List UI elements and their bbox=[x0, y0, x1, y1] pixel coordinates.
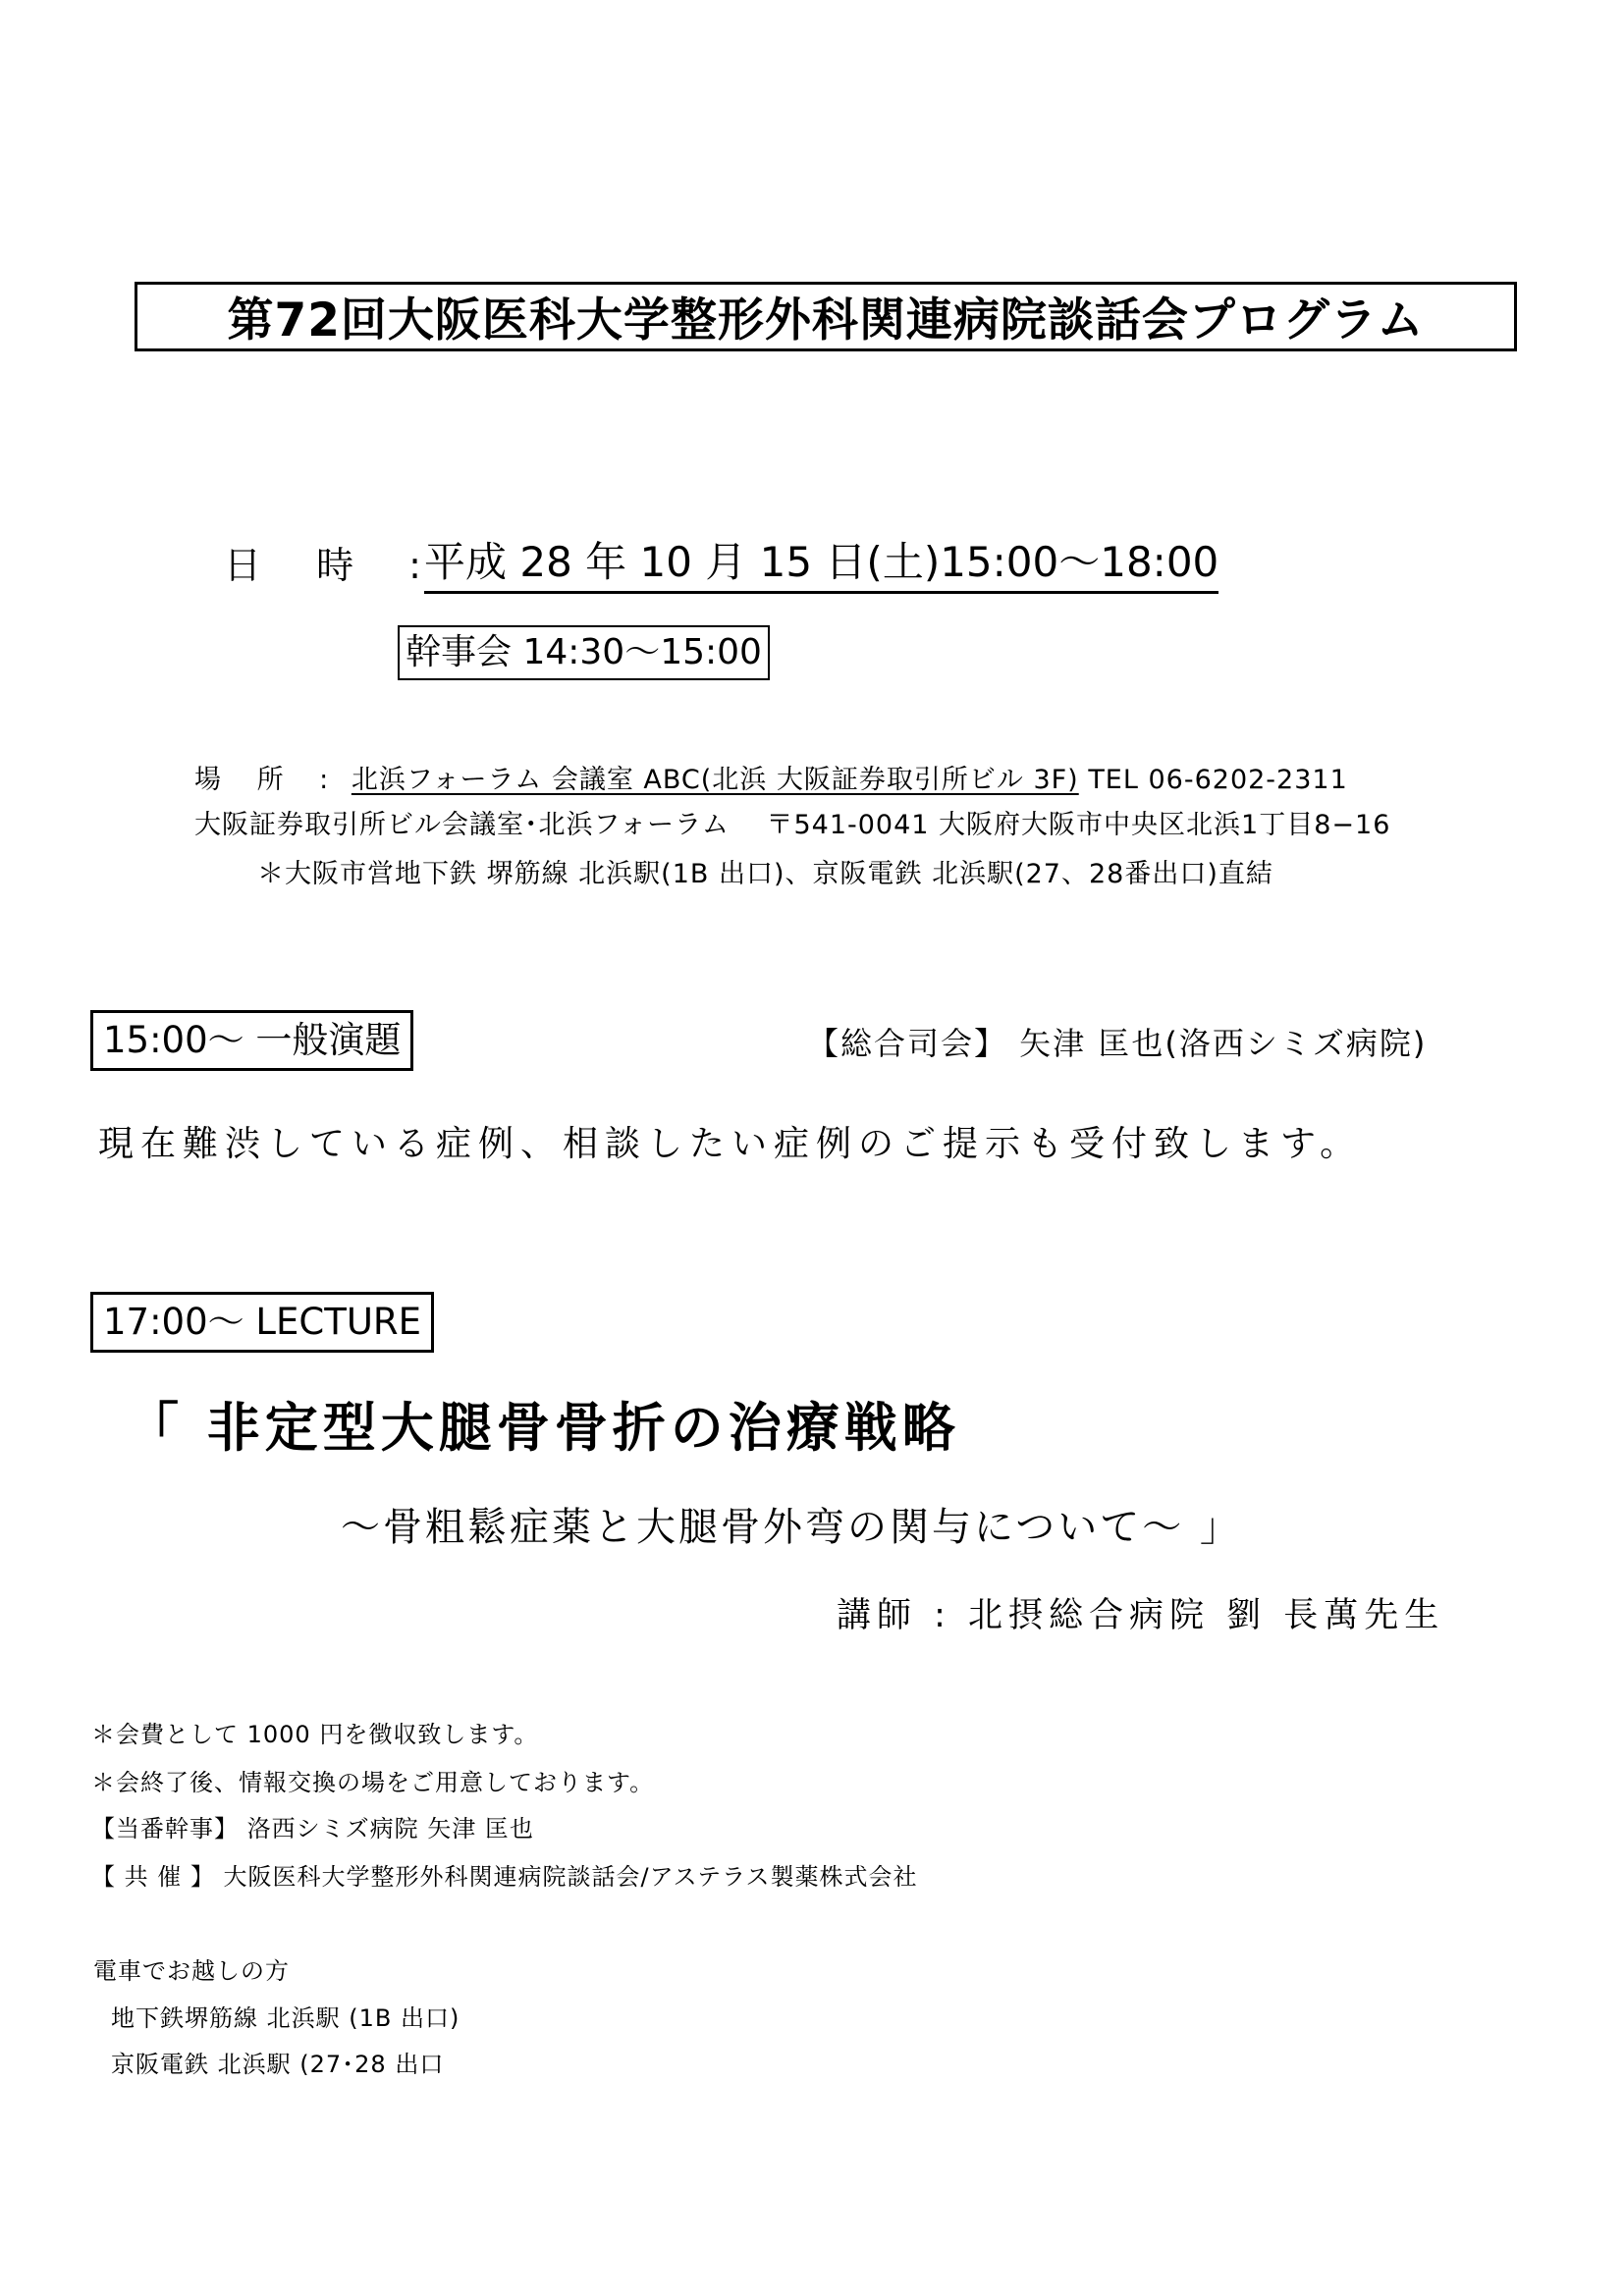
note-cosponsor: 【 共 催 】 大阪医科大学整形外科関連病院談話会/アステラス製薬株式会社 bbox=[91, 1863, 918, 1891]
note-exchange: ＊会終了後、情報交換の場をご用意しております。 bbox=[91, 1769, 655, 1796]
venue-tel: TEL 06-6202-2311 bbox=[1088, 765, 1348, 795]
venue-address: 大阪証券取引所ビル会議室･北浜フォーラム 〒541-0041 大阪府大阪市中央区北浜1丁目8−16 bbox=[194, 810, 1391, 840]
access-title: 電車でお越しの方 bbox=[93, 1957, 290, 1985]
chair-line: 【総合司会】 矢津 匡也(洛西シミズ病院) bbox=[807, 1025, 1428, 1062]
section-lecture-box: 17:00～ LECTURE bbox=[90, 1292, 434, 1353]
venue-access: ＊大阪市営地下鉄 堺筋線 北浜駅(1B 出口)、京阪電鉄 北浜駅(27、28番出口)直結 bbox=[257, 859, 1273, 889]
access-keihan: 京阪電鉄 北浜駅 (27･28 出口 bbox=[111, 2051, 445, 2078]
section-general-box: 15:00～ 一般演題 bbox=[90, 1010, 413, 1071]
lecture-title: 「 非定型大腿骨骨折の治療戦略 bbox=[126, 1397, 960, 1459]
venue-label: 場 所 : bbox=[194, 765, 343, 795]
kanjikai-box: 幹事会 14:30～15:00 bbox=[398, 625, 770, 680]
venue-place: 北浜フォーラム 会議室 ABC(北浜 大阪証券取引所ビル 3F) bbox=[351, 765, 1079, 795]
venue-line bbox=[194, 758, 1348, 796]
note-host: 【当番幹事】 洛西シミズ病院 矢津 匡也 bbox=[91, 1815, 534, 1842]
date-value: 平成 28 年 10 月 15 日(土)15:00～18:00 bbox=[424, 530, 1218, 594]
title-box bbox=[135, 282, 1517, 351]
lecture-subtitle: ～骨粗鬆症薬と大腿骨外弯の関与について～ 」 bbox=[341, 1505, 1242, 1550]
lecturer: 講師 : 北摂総合病院 劉 長萬先生 bbox=[837, 1596, 1445, 1635]
note-fee: ＊会費として 1000 円を徴収致します。 bbox=[91, 1721, 539, 1748]
date-label: 日 時 : bbox=[224, 544, 443, 587]
access-subway: 地下鉄堺筋線 北浜駅 (1B 出口) bbox=[111, 2004, 460, 2032]
section-general-note: 現在難渋している症例、相談したい症例のご提示も受付致します。 bbox=[98, 1124, 1363, 1164]
page-title: 第72回大阪医科大学整形外科関連病院談話会プログラム bbox=[227, 294, 1425, 347]
